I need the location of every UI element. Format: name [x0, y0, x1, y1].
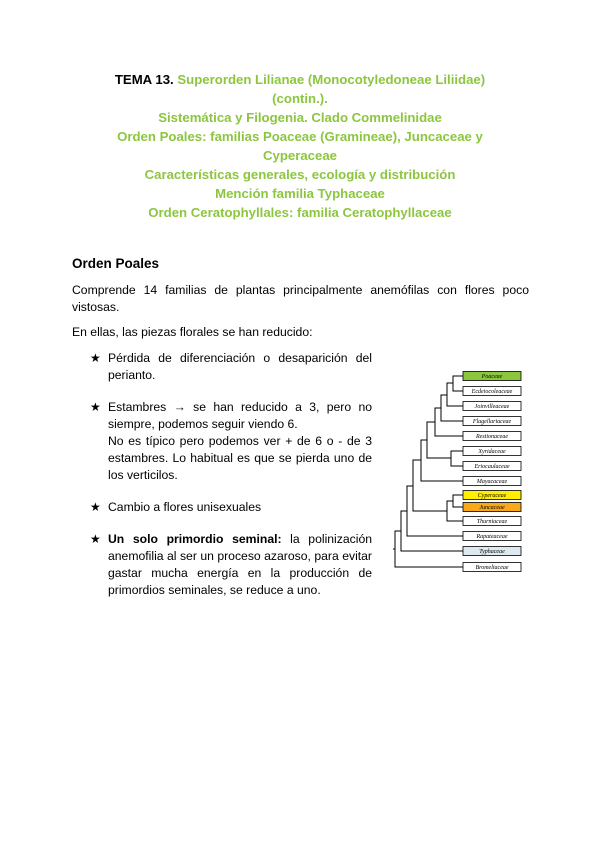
star-icon: ★ — [90, 532, 101, 546]
taxon-poaceae — [463, 372, 521, 381]
title-line-3: Sistemática y Filogenia. Clado Commelinidae — [158, 110, 442, 125]
branch — [413, 460, 447, 511]
star-icon: ★ — [90, 400, 101, 414]
branch — [447, 383, 463, 406]
taxon-label: Joinvilleaceae — [474, 404, 510, 410]
title-line-1: TEMA 13. Superorden Lilianae (Monocotyledoneae Liliidae) — [114, 72, 486, 87]
tree-branches — [393, 376, 463, 567]
taxon-cyperaceae — [463, 491, 521, 500]
taxon-bromeliaceae — [463, 563, 521, 572]
branch — [447, 501, 463, 521]
star-icon: ★ — [90, 500, 101, 514]
taxon-ecdeiocoleaceae — [463, 387, 521, 396]
taxon-label: Cyperaceae — [477, 493, 507, 499]
taxon-label: Bromeliaceae — [475, 565, 509, 571]
branch — [453, 495, 463, 507]
taxon-label: Juncaceae — [479, 505, 505, 511]
taxon-juncaceae — [463, 503, 521, 512]
taxon-label: Mayacaceae — [476, 479, 508, 485]
taxon-flagellariaceae — [463, 417, 521, 426]
taxon-label: Flagellariaceae — [472, 419, 512, 425]
taxon-eriocaulaceae — [463, 462, 521, 471]
taxon-xyridaceae — [463, 447, 521, 456]
bullet-item: ★ Pérdida de diferenciación o desaparición del perianto. — [90, 351, 372, 382]
taxon-thurniaceae — [463, 517, 521, 526]
lead-paragraph: En ellas, las piezas florales se han reducido: — [72, 325, 313, 339]
bullet-item: ★ Cambio a flores unisexuales — [90, 500, 262, 514]
taxon-label: Typhaceae — [479, 549, 505, 555]
taxon-label: Restionaceae — [476, 434, 508, 440]
tree-labels — [463, 372, 521, 572]
taxon-restionaceae — [463, 432, 521, 441]
title-line-5: Cyperaceae — [262, 148, 338, 163]
branch — [441, 395, 463, 421]
title-line-8: Orden Ceratophyllales: familia Ceratophyllaceae — [148, 205, 452, 220]
bullet-item: ★ Un solo primordio seminal: la polinización anemofilia al ser un proceso azaroso, para evitar gastar mucha energía en la producción de primordios seminales, se reduce a uno. — [90, 532, 372, 597]
title-tema: TEMA 13. — [114, 72, 174, 87]
taxon-label: Thurniaceae — [476, 519, 508, 525]
document-title — [60, 70, 540, 222]
taxon-joinvilleaceae — [463, 402, 521, 411]
title-line-7: Mención familia Typhaceae — [215, 186, 385, 201]
branch — [435, 408, 463, 436]
title-line-4: Orden Poales: familias Poaceae (Gramineae), Juncaceae y — [117, 129, 483, 144]
phylogenetic-tree-figure — [393, 366, 533, 576]
taxon-label: Poaceae — [481, 374, 503, 380]
section-heading: Orden Poales — [72, 256, 160, 271]
taxon-mayacaceae — [463, 477, 521, 486]
taxon-label: Eriocaulaceae — [474, 464, 510, 470]
taxon-label: Xyridaceae — [478, 449, 506, 455]
branch — [427, 422, 451, 458]
branch — [451, 451, 463, 466]
taxon-label: Ecdeiocoleaceae — [471, 389, 513, 395]
title-line-6: Características generales, ecología y distribución — [144, 167, 456, 182]
intro-paragraph: Comprende 14 familias de plantas principalmente anemófilas con flores poco vistosas. — [72, 283, 529, 314]
bullet-list — [90, 350, 372, 614]
star-icon: ★ — [90, 351, 101, 365]
taxon-rapateaceae — [463, 532, 521, 541]
taxon-typhaceae — [463, 547, 521, 556]
bullet-item: ★ Estambres → se han reducido a 3, pero no siempre, podemos seguir viendo 6. No es típico pero podemos ver + de 6 o - de 3 estambres. Lo habitual es que se pierda uno de los verticilos. — [90, 400, 372, 482]
branch — [453, 376, 463, 391]
phylogenetic-tree-svg — [393, 366, 533, 576]
branch — [401, 511, 463, 551]
title-line-2: (contin.). — [272, 91, 328, 106]
taxon-label: Rapateaceae — [476, 534, 508, 540]
